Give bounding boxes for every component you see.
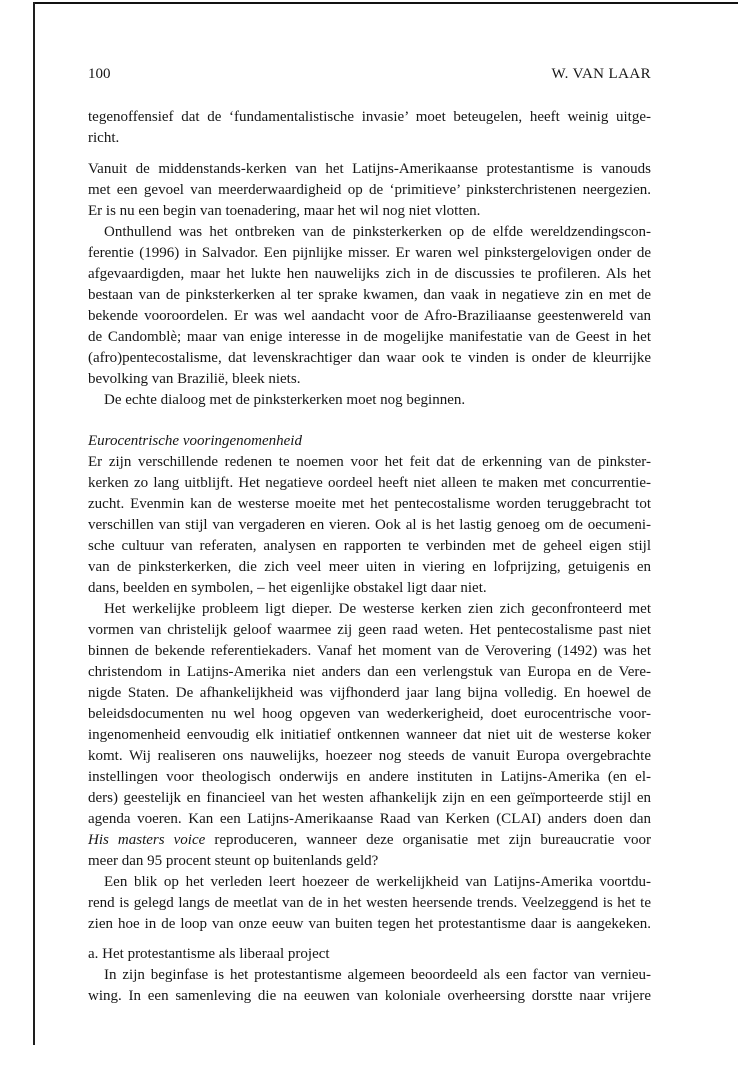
text-line: bevolking van Brazilië, bleek niets. [88, 371, 301, 387]
paragraph [88, 452, 651, 599]
text-line: ferentie (1996) in Salvador. Een pijnlijke misser. Er waren wel pinkstergelovigen onder de [88, 245, 651, 261]
text-line: zucht. Evenmin kan de westerse moeite met het pentecostalisme worden teruggebracht tot [88, 496, 651, 512]
text-line: vormen van christelijk geloof waarmee zij geen raad weten. Het pentecostalisme past niet [88, 622, 651, 638]
text-line [88, 830, 651, 851]
text-line: Het werkelijke probleem ligt dieper. De westerse kerken zien zich geconfronteerd met [104, 601, 651, 617]
text-line: komt. Wij realiseren ons nauwelijks, hoezeer nog steeds de vanuit Europa overgebrachte [88, 748, 651, 764]
text-line: kerken zo lang uitblijft. Het negatieve oordeel heeft niet alleen te maken met concurrentie- [88, 475, 651, 491]
text-line: Onthullend was het ontbreken van de pinksterkerken op de elfde wereldzendingscon- [104, 224, 651, 240]
italic-title: His masters voice [88, 832, 206, 848]
page-number: 100 [88, 66, 111, 82]
text-line: In zijn beginfase is het protestantisme algemeen beoordeeld als een factor van vernieu- [104, 967, 651, 983]
text-line: afgevaardigden, maar het lukte hen nauwelijks zich in de discussies te profileren. Als het [88, 266, 651, 282]
text-line: sche cultuur van referaten, analysen en rapporten te verbinden met de geheel eigen stijl [88, 538, 651, 554]
text-line: (afro)pentecostalisme, dat levenskrachtiger dan waar ook te vinden is onder de kleurrijke [88, 350, 651, 366]
text-line: van de pinksterkerken, die zich veel meer uiten in viering en lofprijzing, getuigenis en [88, 559, 651, 575]
text-line: Een blik op het verleden leert hoezeer de werkelijkheid van Latijns-Amerika voortdu- [104, 874, 651, 890]
text-run: reproduceren, wanneer deze organisatie met zijn bureaucratie voor [214, 832, 651, 848]
text-line: tegenoffensief dat de ‘fundamentalistische invasie’ moet beteugelen, heeft weinig uitge- [88, 109, 651, 125]
text-line: bestaan van de pinksterkerken al ter sprake kwamen, dan vaak in negatieve zin en met de [88, 287, 651, 303]
text-column [88, 107, 651, 1007]
running-head-author: W. VAN LAAR [551, 66, 651, 82]
text-line: zien hoe in de loop van onze eeuw van buiten tegen het protestantisme daar is aangekeken. [88, 916, 651, 932]
section-heading: Eurocentrische vooringenomenheid [88, 433, 302, 449]
text-line: met een gevoel van meerderwaardigheid op de ‘primitieve’ pinksterchristenen neergezien. [88, 182, 651, 198]
text-line: ders) geestelijk en financieel van het westen afhankelijk zijn en een geïmporteerde stijl en [88, 790, 651, 806]
text-line: meer dan 95 procent steunt op buitenlands geld? [88, 853, 379, 869]
paragraph [88, 599, 651, 872]
scan-border-top [33, 2, 738, 4]
running-header [88, 64, 651, 85]
section-heading: a. Het protestantisme als liberaal project [88, 946, 330, 962]
text-line: De echte dialoog met de pinksterkerken moet nog beginnen. [104, 392, 466, 408]
text-line: rend is gelegd langs de meetlat van de in het westen heersende trends. Veelzeggend is het te [88, 895, 651, 911]
text-line: Er is nu een begin van toenadering, maar het wil nog niet vlotten. [88, 203, 481, 219]
text-line: beleidsdocumenten nu wel hoog opgeven van wederkerigheid, doet eurocentrische voor- [88, 706, 651, 722]
text-line: bekende vooroordelen. Er was wel aandacht voor de Afro-Braziliaanse geestenwereld van [88, 308, 651, 324]
paragraph [88, 390, 651, 411]
text-line: binnen de bekende referentiekaders. Vanaf het moment van de Verovering (1492) was het [88, 643, 651, 659]
text-line: verschillen van stijl van vergaderen en vieren. Ook al is het lastig genoeg om de oecumeni- [88, 517, 651, 533]
text-line: Vanuit de middenstands-kerken van het Latijns-Amerikaanse protestantisme is vanouds [88, 161, 651, 177]
text-line: nigde Staten. De afhankelijkheid was vijfhonderd jaar lang bijna volledig. En hoewel de [88, 685, 651, 701]
text-line: christendom in Latijns-Amerika niet anders dan een verlengstuk van Europa en de Vere- [88, 664, 651, 680]
text-line: ingenomenheid eenvoudig elk initiatief ontkennen wanneer dat niet uit de westerse koker [88, 727, 651, 743]
scan-border-left [33, 2, 35, 1045]
paragraph [88, 159, 651, 222]
paragraph [88, 965, 651, 1007]
text-line: agenda voeren. Kan een Latijns-Amerikaanse Raad van Kerken (CLAI) anders doen dan [88, 811, 651, 827]
text-line: dans, beelden en symbolen, – het eigenlijke obstakel ligt daar niet. [88, 580, 487, 596]
paragraph [88, 872, 651, 935]
paragraph [88, 222, 651, 390]
text-line: instellingen voor theologisch onderwijs en andere instituten in Latijns-Amerika (en el- [88, 769, 651, 785]
text-line: wing. In een samenleving die na eeuwen van koloniale overheersing dorstte naar vrijere [88, 988, 651, 1004]
text-line: richt. [88, 130, 120, 146]
paragraph [88, 107, 651, 149]
text-line: de Candomblè; maar van enige interesse in de mogelijke manifestatie van de Geest in het [88, 329, 651, 345]
text-line: Er zijn verschillende redenen te noemen voor het feit dat de erkenning van de pinkster- [88, 454, 651, 470]
